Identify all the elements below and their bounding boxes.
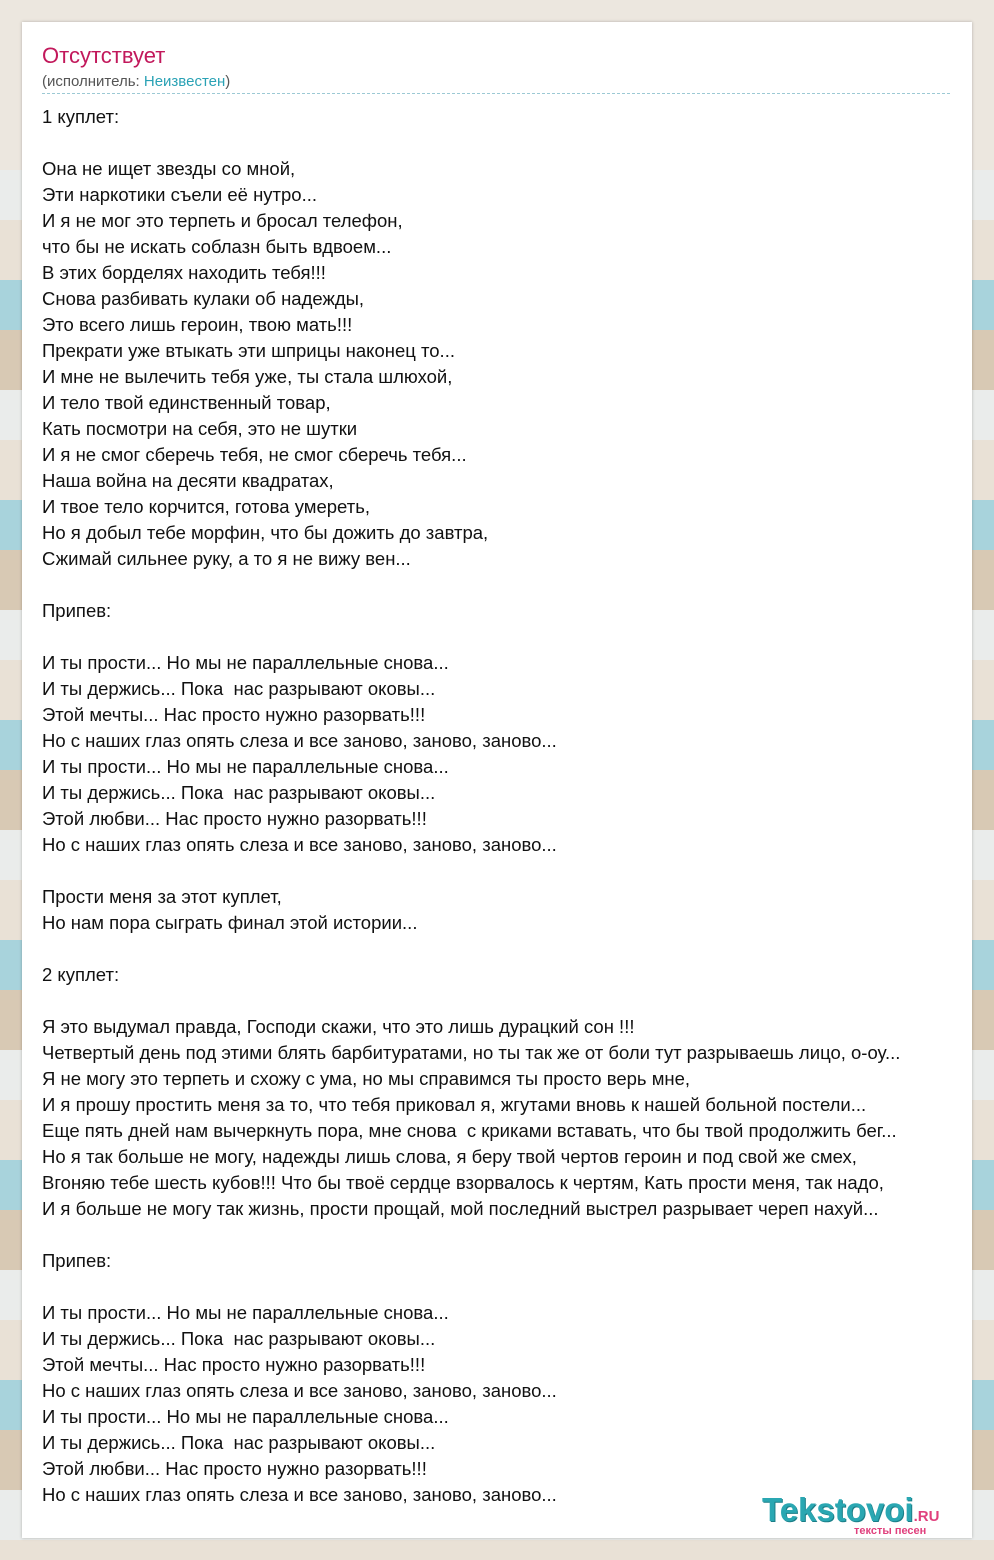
lyric-line: И я прошу простить меня за то, что тебя приковал я, жгутами вновь к нашей больной постели...: [42, 1094, 867, 1115]
lyric-line: Она не ищет звезды со мной,: [42, 158, 296, 179]
lyric-line: [42, 1274, 967, 1300]
lyric-line: И твое тело корчится, готова умереть,: [42, 496, 370, 517]
lyric-line: Но с наших глаз опять слеза и все заново, заново, заново...: [42, 730, 557, 751]
lyric-line: [42, 624, 967, 650]
lyric-line: И ты держись... Пока нас разрывают оковы...: [42, 782, 436, 803]
artist-line: [42, 72, 230, 92]
lyric-line: Еще пять дней нам вычеркнуть пора, мне снова с криками вставать, что бы твой продолжить бег...: [42, 1120, 897, 1141]
lyric-line: Снова разбивать кулаки об надежды,: [42, 288, 365, 309]
lyric-line: Но я добыл тебе морфин, что бы дожить до завтра,: [42, 522, 489, 543]
lyric-line: Наша война на десяти квадратах,: [42, 470, 334, 491]
lyric-line: Кать посмотри на себя, это не шутки: [42, 418, 358, 439]
lyric-line: Но с наших глаз опять слеза и все заново, заново, заново...: [42, 1484, 557, 1505]
lyric-line: Прости меня за этот куплет,: [42, 886, 282, 907]
lyric-line: И ты прости... Но мы не параллельные снова...: [42, 652, 449, 673]
logo-tagline: тексты песен: [854, 1525, 927, 1537]
title-divider: [42, 93, 950, 94]
lyrics-card: [22, 22, 972, 1538]
lyric-line: И я не мог это терпеть и бросал телефон,: [42, 210, 403, 231]
lyric-line: И ты прости... Но мы не параллельные снова...: [42, 1302, 449, 1323]
lyric-line: Но с наших глаз опять слеза и все заново, заново, заново...: [42, 1380, 557, 1401]
lyric-line: Я это выдумал правда, Господи скажи, что это лишь дурацкий сон !!!: [42, 1016, 635, 1037]
lyric-line: И ты держись... Пока нас разрывают оковы...: [42, 1432, 436, 1453]
lyric-line: что бы не искать соблазн быть вдвоем...: [42, 236, 392, 257]
lyric-line: И тело твой единственный товар,: [42, 392, 331, 413]
artist-suffix: ): [225, 73, 231, 90]
logo-tld: .RU: [913, 1508, 940, 1525]
lyric-line: И я больше не могу так жизнь, прости прощай, мой последний выстрел разрывает череп нахуй...: [42, 1198, 879, 1219]
artist-link[interactable]: Неизвестен: [143, 73, 226, 90]
lyric-line: В этих борделях находить тебя!!!: [42, 262, 326, 283]
lyric-line: Этой мечты... Нас просто нужно разорвать!!!: [42, 704, 426, 725]
lyric-line: [42, 936, 967, 962]
lyric-line: Этой любви... Нас просто нужно разорвать!!!: [42, 1458, 427, 1479]
site-logo[interactable]: [762, 1492, 939, 1538]
lyric-line: [42, 1222, 967, 1248]
lyric-line: И я не смог сберечь тебя, не смог сберечь тебя...: [42, 444, 467, 465]
lyrics-text: [42, 104, 967, 1508]
song-title: Отсутствует: [42, 43, 166, 68]
lyric-line: Вгоняю тебе шесть кубов!!! Что бы твоё сердце взорвалось к чертям, Кать прости меня, так надо,: [42, 1172, 884, 1193]
lyric-line: 2 куплет:: [42, 964, 120, 985]
logo-name: Tekstovoi: [762, 1491, 914, 1528]
lyric-line: И ты прости... Но мы не параллельные снова...: [42, 756, 449, 777]
lyric-line: И мне не вылечить тебя уже, ты стала шлюхой,: [42, 366, 453, 387]
lyric-line: [42, 858, 967, 884]
lyric-line: [42, 572, 967, 598]
lyric-line: Четвертый день под этими блять барбитуратами, но ты так же от боли тут разрываешь лицо, о-оу...: [42, 1042, 901, 1063]
lyric-line: Но я так больше не могу, надежды лишь слова, я беру твой чертов героин и под свой же смех,: [42, 1146, 857, 1167]
lyric-line: [42, 988, 967, 1014]
lyric-line: Припев:: [42, 1250, 112, 1271]
lyric-line: И ты держись... Пока нас разрывают оковы...: [42, 678, 436, 699]
lyric-line: 1 куплет:: [42, 106, 120, 127]
lyric-line: [42, 130, 967, 156]
artist-prefix: (исполнитель:: [42, 73, 144, 90]
lyric-line: Но с наших глаз опять слеза и все заново, заново, заново...: [42, 834, 557, 855]
lyric-line: Этой мечты... Нас просто нужно разорвать!!!: [42, 1354, 426, 1375]
lyric-line: Это всего лишь героин, твою мать!!!: [42, 314, 353, 335]
lyric-line: Сжимай сильнее руку, а то я не вижу вен...: [42, 548, 411, 569]
lyric-line: И ты держись... Пока нас разрывают оковы...: [42, 1328, 436, 1349]
lyric-line: Эти наркотики съели её нутро...: [42, 184, 318, 205]
lyric-line: Я не могу это терпеть и схожу с ума, но мы справимся ты просто верь мне,: [42, 1068, 691, 1089]
lyric-line: Припев:: [42, 600, 112, 621]
lyric-line: Этой любви... Нас просто нужно разорвать!!!: [42, 808, 427, 829]
lyric-line: Прекрати уже втыкать эти шприцы наконец то...: [42, 340, 455, 361]
lyric-line: Но нам пора сыграть финал этой истории...: [42, 912, 418, 933]
lyric-line: И ты прости... Но мы не параллельные снова...: [42, 1406, 449, 1427]
